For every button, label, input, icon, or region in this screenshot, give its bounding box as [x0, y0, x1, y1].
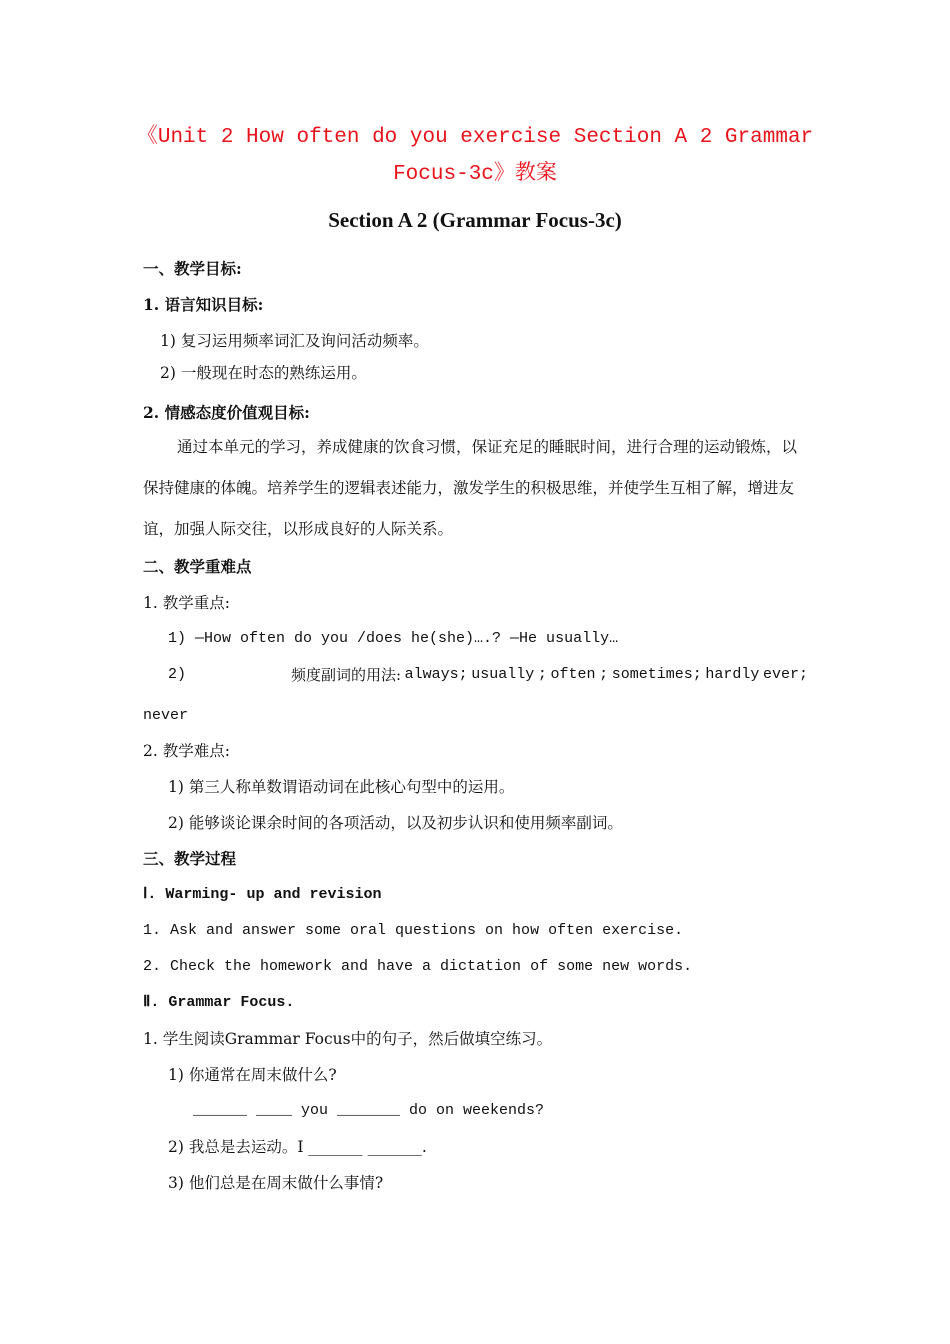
difficulty-item-2: 2) 能够谈论课余时间的各项活动，以及初步认识和使用频率副词。 — [168, 814, 623, 832]
objectives-heading: 一、教学目标: — [143, 259, 242, 278]
frequency-word: hardly — [705, 666, 760, 683]
difficulty-heading: 2. 教学难点: — [143, 742, 230, 760]
knowledge-objectives-heading: 1. 语言知识目标: — [143, 295, 264, 314]
warming-up-item-2: 2. Check the homework and have a dictation of some new words. — [143, 958, 693, 975]
knowledge-item-2: 2) 一般现在时态的熟练运用。 — [160, 364, 367, 382]
exercise-2: 2) 我总是去运动。I _______ _______. — [168, 1138, 427, 1156]
exercise-1-blank: ______ ____ you _______ do on weekends? — [193, 1102, 545, 1119]
focus-item-2-row — [143, 665, 808, 685]
section-subtitle: Section A 2 (Grammar Focus-3c) — [328, 208, 622, 232]
frequency-word-separator: ; — [599, 666, 609, 683]
emotion-objectives-paragraph: 通过本单元的学习，养成健康的饮食习惯，保证充足的睡眠时间，进行合理的运动锻炼，以保持健康的体魄。培养学生的逻辑表述能力，激发学生的积极思维，并使学生互相了解，增进友谊，加强人际交往，以形成良好的人际关系。 — [143, 438, 798, 538]
difficulty-item-1: 1) 第三人称单数谓语动词在此核心句型中的运用。 — [168, 778, 515, 796]
focus-item-1: 1) —How often do you /does he(she)….? —He usually… — [168, 630, 619, 647]
document-title-line-2: Focus-3c》教案 — [393, 163, 557, 186]
warming-up-heading: Ⅰ. Warming- up and revision — [143, 886, 382, 903]
frequency-word: often — [550, 666, 596, 683]
exercise-3-question: 3) 他们总是在周末做什么事情? — [168, 1174, 384, 1192]
focus-item-2-label: 频度副词的用法: — [290, 666, 401, 684]
frequency-word: ever; — [762, 666, 808, 683]
process-heading: 三、教学过程 — [143, 849, 237, 868]
grammar-focus-intro: 1. 学生阅读Grammar Focus中的句子，然后做填空练习。 — [143, 1030, 553, 1048]
focus-item-2-lead — [143, 665, 401, 685]
document-title-line-1: 《Unit 2 How often do you exercise Section A 2 Grammar — [136, 126, 814, 149]
warming-up-item-1: 1. Ask and answer some oral questions on how often exercise. — [143, 922, 684, 939]
focus-item-2-number: 2) — [168, 666, 187, 683]
key-points-heading: 二、教学重难点 — [143, 557, 252, 576]
frequency-word: usually — [471, 666, 535, 683]
frequency-word-separator: ; — [537, 666, 547, 683]
knowledge-item-1: 1) 复习运用频率词汇及询问活动频率。 — [160, 332, 429, 350]
focus-item-2-continuation: never — [143, 707, 189, 724]
grammar-focus-heading: Ⅱ. Grammar Focus. — [143, 994, 295, 1011]
frequency-word: always; — [404, 666, 468, 683]
focus-heading: 1. 教学重点: — [143, 594, 230, 612]
exercise-1-question: 1) 你通常在周末做什么? — [168, 1066, 337, 1084]
frequency-word: sometimes; — [611, 666, 702, 683]
emotion-objectives-heading: 2. 情感态度价值观目标: — [143, 403, 310, 422]
